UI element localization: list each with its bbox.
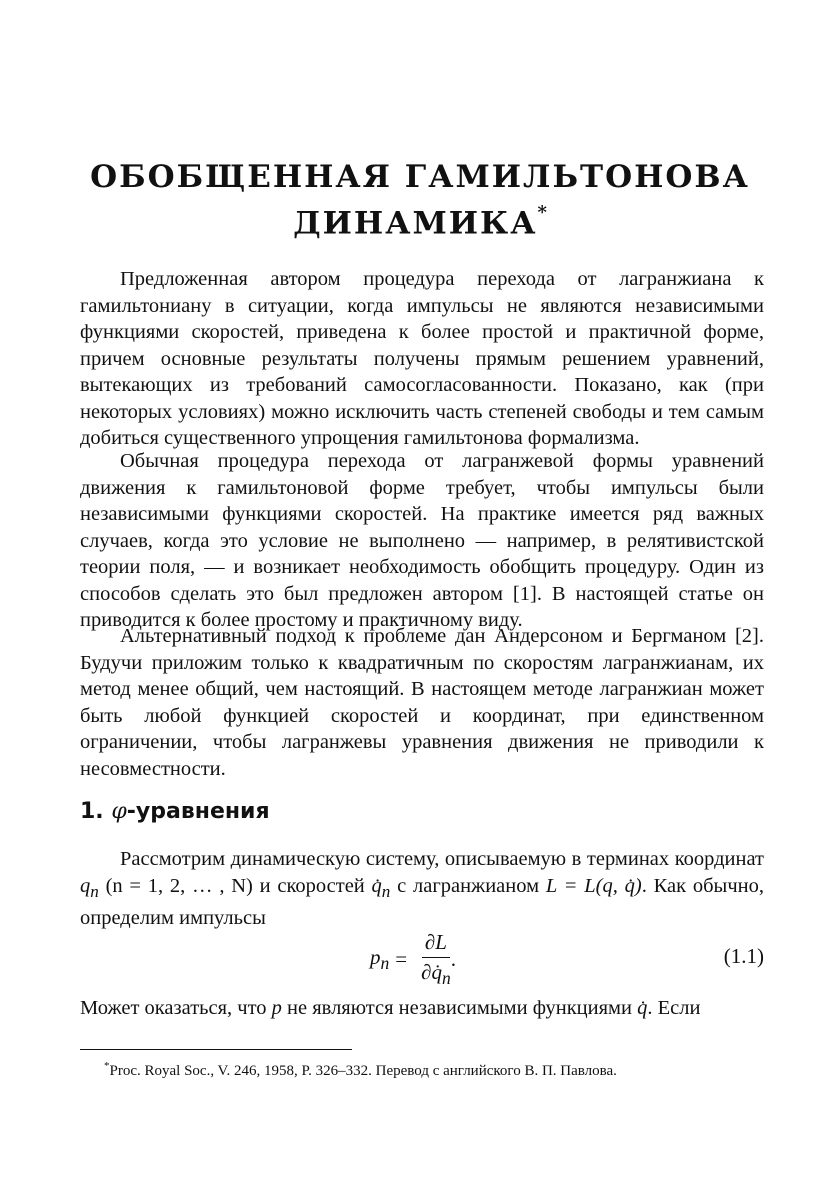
footnote-mark: * bbox=[104, 1060, 110, 1072]
index-range: (n = 1, 2, … , N) bbox=[98, 874, 260, 897]
equation-number: (1.1) bbox=[723, 944, 764, 968]
intro-paragraph-1: Обычная процедура перехода от лагранжевой формы уравнений движения к гамильтоновой форме требует, чтобы импульсы были независимыми функциями скоростей. На практике имеется ряд важных случаев, когда это условие не выполнено — например, в релятивистской теории поля, — и возникает необходимость обобщить процедуру. Один из способов сделать это был предложен автором [1]. В настоящей статье он приводится к более простому и практичному виду. bbox=[80, 450, 764, 631]
section-text-2: и скоростей bbox=[259, 874, 372, 897]
eq-equals: = bbox=[395, 947, 408, 972]
abstract-paragraph: Предложенная автором процедура перехода от лагранжиана к гамильтониану в ситуации, когда импульсы не являются независимыми функциями скоростей, приведена к более простой и практичной форме, причем основные результаты получены прямым решением уравнений, вытекающих из требований самосогласованности. Показано, как (при некоторых условиях) можно исключить часть степеней свободы и тем самым добиться существенного упрощения гамильтонова формализма. bbox=[80, 268, 764, 449]
section-heading bbox=[80, 799, 270, 824]
equation-1-1 bbox=[370, 930, 456, 989]
intro-paragraph-2: Альтернативный подход к проблеме дан Андерсоном и Бергманом [2]. Будучи приложим только к квадратичным по скоростям лагранжианам, их метод менее общий, чем настоящий. В настоящем методе лагранжиан может быть любой функцией скоростей и координат, при единственном ограничении, чтобы лагранжевы уравнения движения не приводили к несовместности. bbox=[80, 625, 764, 780]
section-text-3: с лагранжианом bbox=[390, 874, 546, 897]
title-line-2-text: ДИНАМИКА bbox=[293, 205, 538, 242]
var-q: q bbox=[80, 874, 91, 897]
footnote-text: Proc. Royal Soc., V. 246, 1958, P. 326–332. Перевод с английского В. П. Павлова. bbox=[109, 1063, 617, 1079]
eq-denominator-sub: n bbox=[441, 968, 451, 989]
last-text-2: не являются независимыми функциями bbox=[281, 997, 638, 1019]
section-text-1: Рассмотрим динамическую систему, описываемую в терминах координат bbox=[120, 848, 764, 870]
section-title: -уравнения bbox=[126, 799, 270, 824]
title-line-2 bbox=[0, 195, 840, 245]
eq-period: . bbox=[450, 947, 456, 972]
last-text-1: Может оказаться, что bbox=[80, 997, 272, 1019]
var-qdot-2: q̇ bbox=[637, 997, 648, 1019]
section-text-4: . Как обычно, определим импульсы bbox=[80, 874, 764, 930]
eq-denominator bbox=[421, 958, 451, 989]
footnote-divider bbox=[80, 1049, 352, 1050]
last-line bbox=[80, 995, 764, 1022]
last-text-3: . Если bbox=[647, 997, 701, 1019]
sub-n-2: n bbox=[381, 881, 391, 901]
eq-fraction bbox=[421, 930, 451, 989]
eq-p-sub: n bbox=[380, 953, 390, 974]
footnote bbox=[104, 1056, 784, 1081]
title-footnote-mark: * bbox=[537, 202, 547, 223]
eq-p: p bbox=[370, 945, 381, 969]
title-line-1: ОБОБЩЕННАЯ ГАМИЛЬТОНОВА bbox=[90, 159, 750, 195]
sub-n: n bbox=[90, 881, 99, 901]
section-paragraph bbox=[80, 846, 764, 932]
eq-lhs bbox=[370, 945, 389, 974]
section-phi-symbol: φ bbox=[111, 799, 127, 824]
section-number: 1. bbox=[80, 799, 104, 824]
var-qdot: q̇ bbox=[371, 874, 382, 897]
eq-denominator-text: ∂q̇ bbox=[421, 960, 442, 984]
lagrangian-expression: L = L(q, q̇) bbox=[545, 874, 642, 897]
var-p: p bbox=[271, 997, 282, 1019]
eq-numerator: ∂L bbox=[422, 930, 450, 958]
